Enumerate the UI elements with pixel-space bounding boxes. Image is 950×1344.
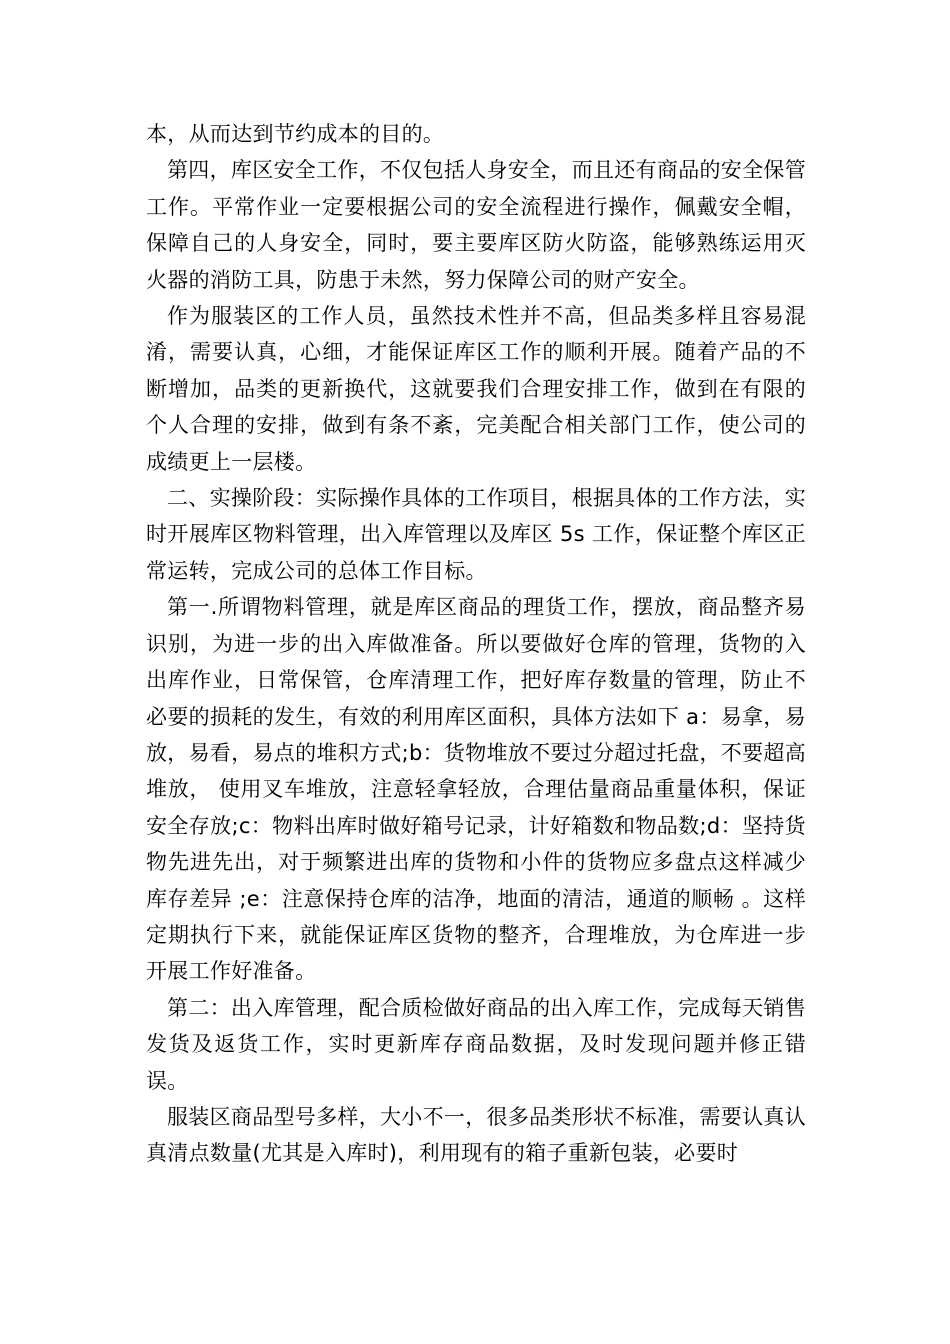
paragraph-continuation: 本，从而达到节约成本的目的。 bbox=[146, 122, 445, 146]
paragraph-practical-stage: 二、实操阶段：实际操作具体的工作项目，根据具体的工作方法，实时开展库区物料管理，出入库管理以及库区 5s 工作，保证整个库区正常运转，完成公司的总体工作目标。 bbox=[146, 486, 806, 583]
document-body bbox=[146, 116, 806, 1172]
paragraph-inbound-outbound: 第二：出入库管理，配合质检做好商品的出入库工作，完成每天销售发货及返货工作，实时更新库存商品数据，及时发现问题并修正错误。 bbox=[146, 995, 806, 1093]
paragraph-safety: 第四，库区安全工作，不仅包括人身安全，而且还有商品的安全保管工作。平常作业一定要根据公司的安全流程进行操作，佩戴安全帽，保障自己的人身安全，同时，要主要库区防火防盗，能够熟练运用灭火器的消防工具，防患于未然，努力保障公司的财产安全。 bbox=[146, 158, 806, 292]
paragraph-apparel-goods: 服装区商品型号多样，大小不一，很多品类形状不标准，需要认真认真清点数量(尤其是入库时)，利用现有的箱子重新包装，必要时 bbox=[146, 1104, 806, 1166]
paragraph-material-management: 第一.所谓物料管理，就是库区商品的理货工作，摆放，商品整齐易识别，为进一步的出入库做准备。所以要做好仓库的管理，货物的入出库作业，日常保管，仓库清理工作，把好库存数量的管理，防止不必要的损耗的发生，有效的利用库区面积，具体方法如下 a：易拿，易放，易看，易点的堆积方式;b：货物堆放不要过分超过托盘，不要超高堆放， 使用叉车堆放，注意轻拿轻放，合理估量商品重量体积，保证安全存放;c：物料出库时做好箱号记录，计好箱数和物品数;d：坚持货物先进先出，对于频繁进出库的货物和小件的货物应多盘点这样减少库存差异 ;e：注意保持仓库的洁净，地面的清洁，通道的顺畅 。这样定期执行下来，就能保证库区货物的整齐，合理堆放，为仓库进一步开展工作好准备。 bbox=[146, 595, 807, 984]
paragraph-apparel-staff: 作为服装区的工作人员，虽然技术性并不高，但品类多样且容易混淆，需要认真，心细，才能保证库区工作的顺利开展。随着产品的不断增加，品类的更新换代，这就要我们合理安排工作，做到在有限的个人合理的安排，做到有条不紊，完美配合相关部门工作，使公司的成绩更上一层楼。 bbox=[146, 304, 806, 474]
